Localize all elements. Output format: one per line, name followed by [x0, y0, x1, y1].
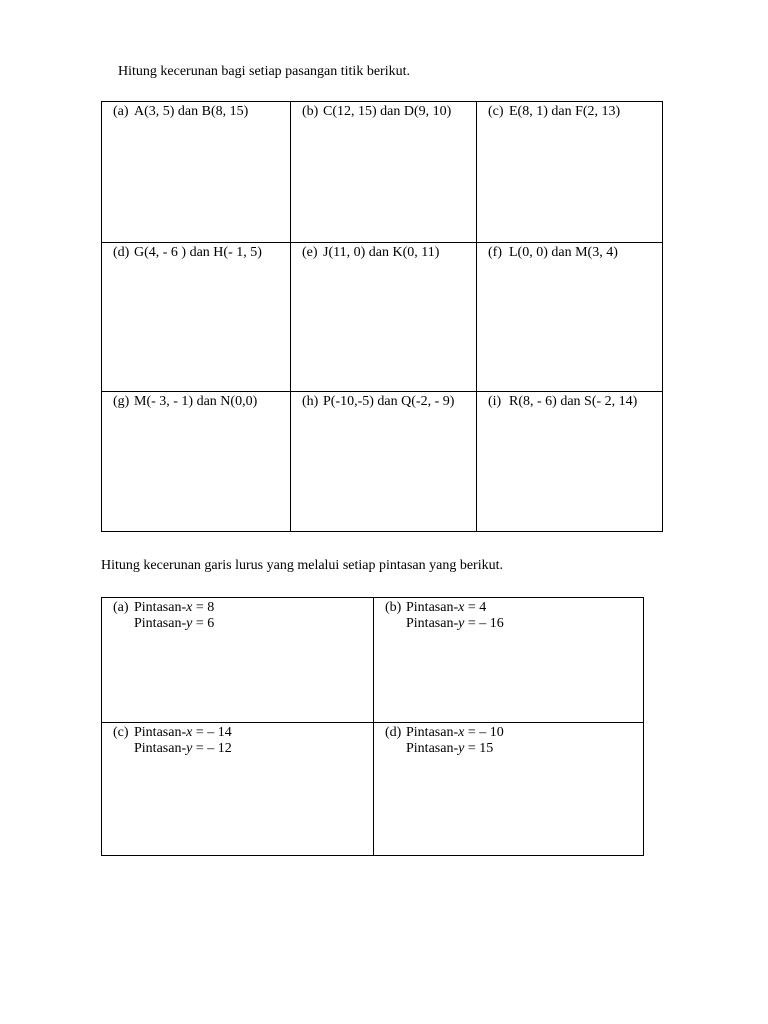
question-cell-b: [291, 102, 477, 243]
intercepts-table: [101, 597, 644, 856]
gradient-points-table: [101, 101, 663, 532]
question-label: (b): [302, 104, 319, 119]
question-label: (h): [302, 394, 319, 409]
section2-instruction: Hitung kecerunan garis lurus yang melalui setiap pintasan yang berikut.: [101, 558, 504, 573]
table-row: [102, 102, 663, 243]
table-row: [102, 392, 663, 532]
question-label: (b): [385, 600, 402, 615]
intercept-cell-c: [102, 723, 374, 856]
intercept-cell-b: [374, 598, 644, 723]
question-cell-h: [291, 392, 477, 532]
question-label: (d): [113, 245, 130, 260]
intercept-cell-d: [374, 723, 644, 856]
question-cell-c: [477, 102, 663, 243]
question-text: E(8, 1) dan F(2, 13): [509, 104, 621, 119]
table-row: [102, 723, 644, 856]
table-row: [102, 598, 644, 723]
question-cell-e: [291, 243, 477, 392]
intercept-cell-a: [102, 598, 374, 723]
question-text: M(- 3, - 1) dan N(0,0): [134, 394, 258, 409]
y-intercept-text: Pintasan-y = 6: [134, 616, 215, 631]
question-label: (d): [385, 725, 402, 740]
y-intercept-text: Pintasan-y = 15: [406, 741, 494, 756]
question-label: (a): [113, 104, 129, 119]
question-cell-f: [477, 243, 663, 392]
x-intercept-text: Pintasan-x = 8: [134, 600, 215, 615]
question-text: G(4, - 6 ) dan H(- 1, 5): [134, 245, 262, 260]
question-label: (a): [113, 600, 129, 615]
section1-instruction: Hitung kecerunan bagi setiap pasangan titik berikut.: [118, 64, 410, 79]
question-text: A(3, 5) dan B(8, 15): [134, 104, 249, 119]
question-text: P(-10,-5) dan Q(-2, - 9): [323, 394, 455, 409]
question-label: (e): [302, 245, 318, 260]
question-cell-i: [477, 392, 663, 532]
table-row: [102, 243, 663, 392]
question-label: (c): [113, 725, 129, 740]
question-label: (i): [488, 394, 502, 409]
x-intercept-text: Pintasan-x = 4: [406, 600, 487, 615]
question-cell-a: [102, 102, 291, 243]
question-label: (c): [488, 104, 504, 119]
x-intercept-text: Pintasan-x = – 14: [134, 725, 232, 740]
question-text: J(11, 0) dan K(0, 11): [323, 245, 440, 260]
question-label: (f): [488, 245, 502, 260]
y-intercept-text: Pintasan-y = – 16: [406, 616, 504, 631]
question-text: R(8, - 6) dan S(- 2, 14): [509, 394, 638, 409]
question-text: C(12, 15) dan D(9, 10): [323, 104, 452, 119]
question-label: (g): [113, 394, 130, 409]
x-intercept-text: Pintasan-x = – 10: [406, 725, 504, 740]
question-text: L(0, 0) dan M(3, 4): [509, 245, 618, 260]
y-intercept-text: Pintasan-y = – 12: [134, 741, 232, 756]
question-cell-d: [102, 243, 291, 392]
question-cell-g: [102, 392, 291, 532]
